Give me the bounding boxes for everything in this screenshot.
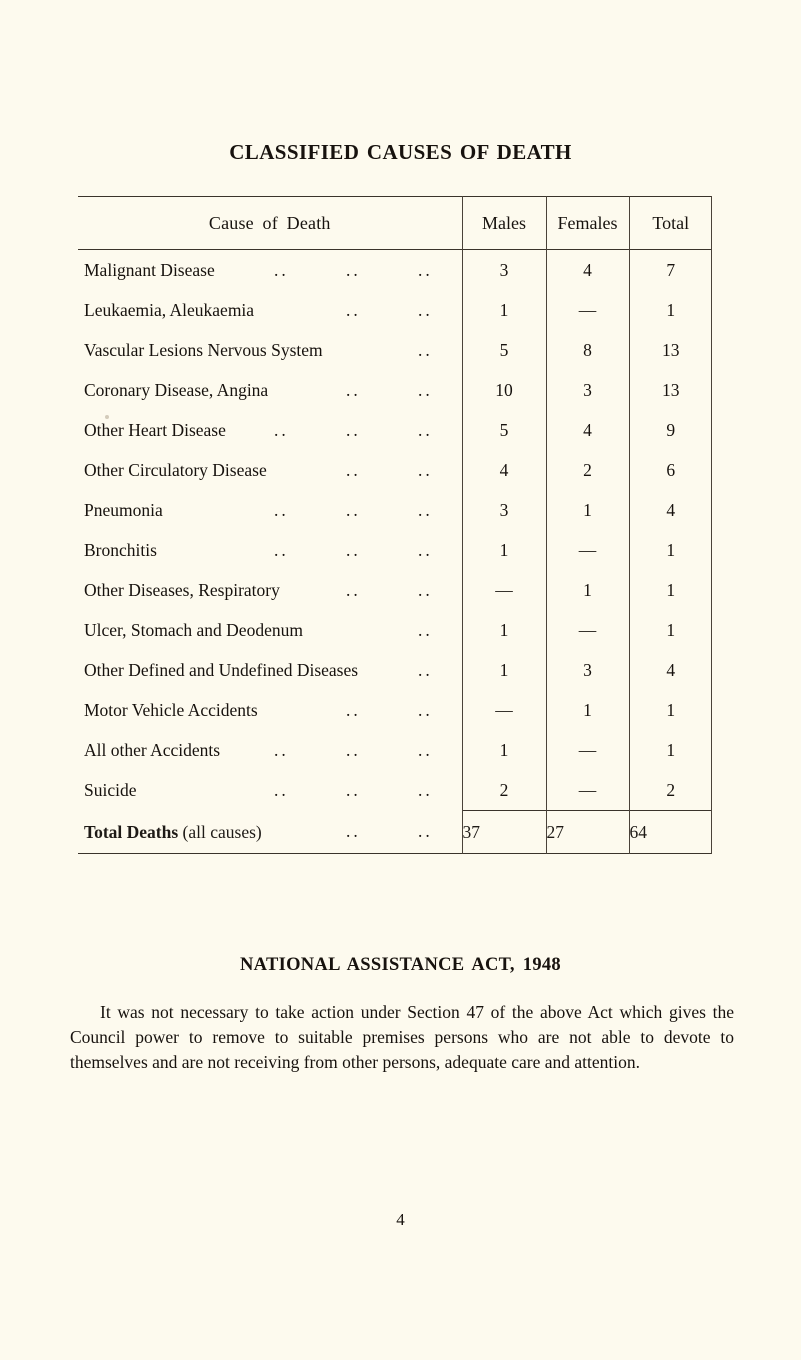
- cause-of-death-label: [78, 410, 462, 450]
- table-total-row: [78, 811, 712, 853]
- total-cell-total: 64: [629, 811, 712, 853]
- total-label-strong: Total Deaths: [84, 821, 179, 842]
- page-number: 4: [396, 1210, 405, 1229]
- page-title: CLASSIFIED CAUSES OF DEATH: [229, 140, 572, 164]
- leader-dots: ..: [346, 700, 361, 720]
- total-label-rest: (all causes): [182, 821, 262, 842]
- leader-dots: ..: [418, 740, 433, 760]
- cell-males: —: [462, 690, 546, 730]
- leader-dots: ..: [418, 380, 433, 400]
- cause-text: Ulcer, Stomach and Deodenum: [84, 619, 303, 640]
- cell-females: 3: [546, 650, 629, 690]
- table-row: [78, 490, 712, 530]
- leader-dots: ..: [346, 540, 361, 560]
- deaths-table: [78, 196, 712, 854]
- cause-of-death-label: [78, 690, 462, 730]
- column-header-females: Females: [546, 197, 629, 249]
- scan-artifact-speck: [105, 415, 109, 419]
- cell-total: 7: [629, 250, 712, 290]
- cell-total: 2: [629, 770, 712, 810]
- cell-total: 9: [629, 410, 712, 450]
- national-assistance-act-body: It was not necessary to take action under Section 47 of the above Act which gives the Council power to remove to suitable premises persons who are not able to devote to themselves and are not receiving from other persons, adequate care and attention.: [70, 1002, 734, 1072]
- leader-dots: ..: [346, 780, 361, 800]
- cause-of-death-label: [78, 530, 462, 570]
- column-rule-2: [546, 196, 547, 854]
- cell-females: 1: [546, 690, 629, 730]
- cell-males: 3: [462, 490, 546, 530]
- cell-total: 1: [629, 610, 712, 650]
- leader-dots: ..: [418, 780, 433, 800]
- leader-dots: ..: [346, 500, 361, 520]
- cell-males: 3: [462, 250, 546, 290]
- table-row: [78, 290, 712, 330]
- cause-text: Other Heart Disease: [84, 419, 226, 440]
- cell-females: 1: [546, 490, 629, 530]
- leader-dots: ..: [274, 740, 289, 760]
- cell-total: 1: [629, 690, 712, 730]
- classified-causes-of-death-table: [78, 196, 712, 854]
- cell-females: —: [546, 290, 629, 330]
- cause-text: Vascular Lesions Nervous System: [84, 339, 323, 360]
- table-row: [78, 370, 712, 410]
- column-header-males: Males: [462, 197, 546, 249]
- cell-males: 5: [462, 410, 546, 450]
- leader-dots: ..: [418, 821, 433, 841]
- cell-females: 1: [546, 570, 629, 610]
- leader-dots: ..: [346, 300, 361, 320]
- leader-dots: ..: [418, 300, 433, 320]
- table-row: [78, 690, 712, 730]
- cell-males: 1: [462, 730, 546, 770]
- table-row: [78, 570, 712, 610]
- cause-text: Other Circulatory Disease: [84, 459, 267, 480]
- table-right-border: [711, 196, 712, 854]
- cause-text: Other Defined and Undefined Diseases: [84, 659, 359, 680]
- leader-dots: ..: [418, 580, 433, 600]
- leader-dots: ..: [274, 780, 289, 800]
- cell-males: 1: [462, 610, 546, 650]
- cause-text: Pneumonia: [84, 499, 163, 520]
- leader-dots: ..: [274, 500, 289, 520]
- leader-dots: ..: [418, 700, 433, 720]
- cell-total: 13: [629, 330, 712, 370]
- cause-text: Bronchitis: [84, 539, 157, 560]
- cause-text: Malignant Disease: [84, 259, 215, 280]
- leader-dots: ..: [274, 540, 289, 560]
- cause-of-death-label: [78, 610, 462, 650]
- cell-females: 2: [546, 450, 629, 490]
- cause-of-death-label: [78, 250, 462, 290]
- cell-males: 1: [462, 290, 546, 330]
- leader-dots: ..: [346, 740, 361, 760]
- leader-dots: ..: [346, 380, 361, 400]
- cell-males: —: [462, 570, 546, 610]
- leader-dots: ..: [418, 420, 433, 440]
- cell-females: —: [546, 610, 629, 650]
- cause-of-death-label: [78, 730, 462, 770]
- cell-total: 1: [629, 730, 712, 770]
- cell-males: 4: [462, 450, 546, 490]
- national-assistance-act-heading: NATIONAL ASSISTANCE ACT, 1948: [240, 955, 561, 975]
- cell-females: 4: [546, 410, 629, 450]
- table-row: [78, 410, 712, 450]
- cell-females: —: [546, 730, 629, 770]
- column-rule-3: [629, 196, 630, 854]
- cause-of-death-label: [78, 770, 462, 810]
- cell-females: 8: [546, 330, 629, 370]
- cell-total: 6: [629, 450, 712, 490]
- cause-text: Other Diseases, Respiratory: [84, 579, 280, 600]
- leader-dots: ..: [346, 821, 361, 841]
- leader-dots: ..: [418, 620, 433, 640]
- leader-dots: ..: [346, 260, 361, 280]
- cause-of-death-label: [78, 650, 462, 690]
- total-cell-females: 27: [546, 811, 629, 853]
- cause-text: Suicide: [84, 779, 137, 800]
- cause-of-death-label: [78, 490, 462, 530]
- table-row: [78, 530, 712, 570]
- cell-males: 10: [462, 370, 546, 410]
- cell-females: —: [546, 530, 629, 570]
- table-row: [78, 770, 712, 810]
- column-header-total: Total: [629, 197, 712, 249]
- cause-of-death-label: [78, 330, 462, 370]
- leader-dots: ..: [418, 460, 433, 480]
- table-header-row: [78, 197, 712, 249]
- column-rule-1: [462, 196, 463, 854]
- leader-dots: ..: [346, 460, 361, 480]
- cell-males: 1: [462, 530, 546, 570]
- leader-dots: ..: [418, 540, 433, 560]
- leader-dots: ..: [274, 420, 289, 440]
- leader-dots: ..: [418, 660, 433, 680]
- leader-dots: ..: [418, 500, 433, 520]
- total-label: [78, 811, 462, 853]
- leader-dots: ..: [418, 260, 433, 280]
- cell-total: 1: [629, 290, 712, 330]
- cell-females: 4: [546, 250, 629, 290]
- cell-total: 4: [629, 650, 712, 690]
- cell-males: 1: [462, 650, 546, 690]
- total-cell-males: 37: [462, 811, 546, 853]
- leader-dots: ..: [274, 260, 289, 280]
- cause-text: All other Accidents: [84, 739, 221, 760]
- cell-females: 3: [546, 370, 629, 410]
- cell-total: 13: [629, 370, 712, 410]
- cell-total: 4: [629, 490, 712, 530]
- cause-text: Coronary Disease, Angina: [84, 379, 269, 400]
- cause-of-death-label: [78, 370, 462, 410]
- leader-dots: ..: [346, 420, 361, 440]
- table-row: [78, 330, 712, 370]
- cause-of-death-label: [78, 450, 462, 490]
- table-row: [78, 610, 712, 650]
- table-bottom-rule: [78, 853, 712, 854]
- table-row: [78, 730, 712, 770]
- column-header-cause: Cause of Death: [208, 212, 331, 233]
- cell-males: 5: [462, 330, 546, 370]
- cell-females: —: [546, 770, 629, 810]
- leader-dots: ..: [346, 580, 361, 600]
- table-row: [78, 250, 712, 290]
- leader-dots: ..: [418, 340, 433, 360]
- cell-total: 1: [629, 570, 712, 610]
- cell-males: 2: [462, 770, 546, 810]
- cause-text: Motor Vehicle Accidents: [84, 699, 258, 720]
- cause-of-death-label: [78, 570, 462, 610]
- table-row: [78, 650, 712, 690]
- cause-text: Leukaemia, Aleukaemia: [84, 299, 255, 320]
- cause-of-death-label: [78, 290, 462, 330]
- table-row: [78, 450, 712, 490]
- cell-total: 1: [629, 530, 712, 570]
